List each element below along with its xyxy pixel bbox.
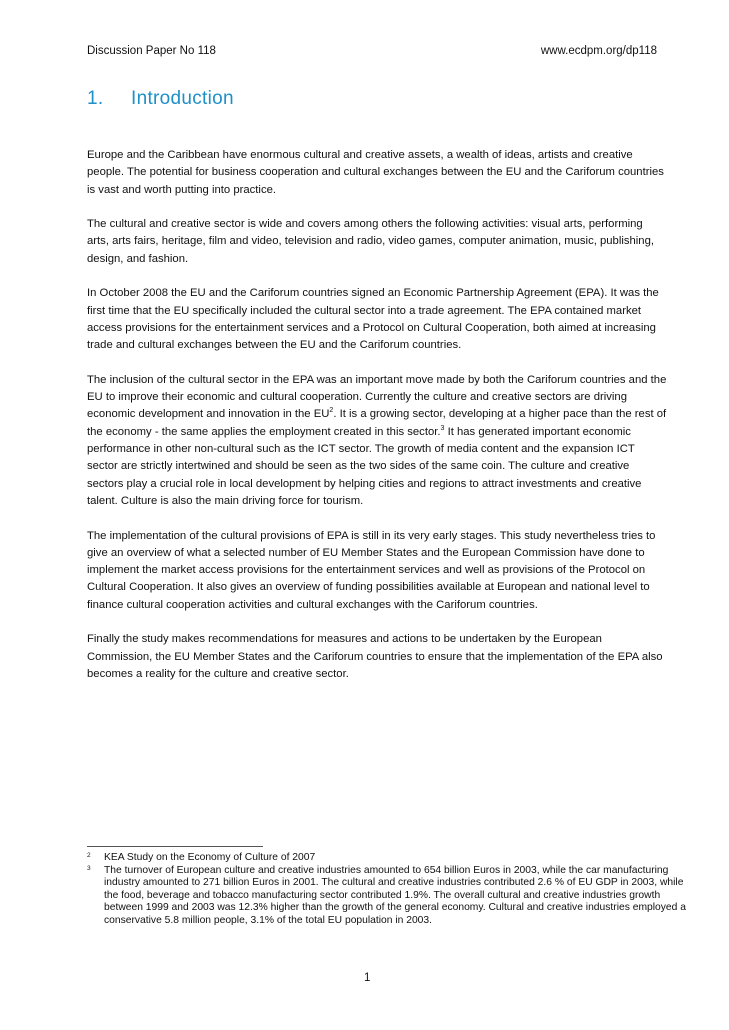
paper-url[interactable]: www.ecdpm.org/dp118	[540, 45, 657, 57]
section-heading	[87, 88, 234, 110]
section-title: Introduction	[131, 88, 234, 109]
footnotes	[87, 852, 687, 928]
footnote-text: KEA Study on the Economy of Culture of 2007	[104, 852, 316, 863]
page-number: 1	[364, 972, 371, 984]
footnote-2	[87, 852, 687, 865]
paragraph-4	[87, 372, 667, 510]
body-text	[87, 147, 667, 701]
footnote-ref-3[interactable]: 3	[440, 424, 445, 432]
footnote-mark: 3	[87, 864, 91, 872]
section-number: 1.	[87, 88, 104, 109]
paragraph-1: Europe and the Caribbean have enormous cultural and creative assets, a wealth of ideas, artists and creative people. The potential for business cooperation and cultural exchanges between the EU and the Cariforum countries is vast and worth putting into practice.	[87, 149, 664, 196]
footnote-mark: 2	[87, 852, 91, 859]
paragraph-4-part-b: . It is a growing sector, developing at a higher pace than the rest of the economy - the same applies the employment created in this sector.	[87, 408, 667, 438]
paragraph-4-part-a: The inclusion of the cultural sector in the EPA was an important move made by both the Cariforum countries and the EU to improve their economic and cultural cooperation. Currently the culture and creative sectors are driving economic development and innovation in the EU	[87, 373, 667, 421]
paragraph-6: Finally the study makes recommendations for measures and actions to be undertaken by the European Commission, the EU Member States and the Cariforum countries to ensure that the implementation of the EPA also becomes a reality for the culture and creative sector.	[87, 633, 663, 680]
footnote-text: The turnover of European culture and creative industries amounted to 654 billion Euros in 2003, while the car manufacturing industry amounted to 271 billion Euros in 2001. The cultural and creative industries contributed 2.6 % of EU GDP in 2003, while the food, beverage and tobacco manufacturing sector contributed 1.9%. The overall cultural and creative industries growth between 1999 and 2003 was 12.3% higher than the growth of the general economy. Cultural and creative industries employed a conservative 5.8 million people, 3.1% of the total EU population in 2003.	[104, 864, 686, 926]
paper-number: Discussion Paper No 118	[87, 45, 216, 57]
footnote-divider	[87, 846, 263, 847]
paragraph-4-part-c: It has generated important economic performance in other non-cultural such as the ICT sector. The growth of media content and the expansion ICT sector are strictly intertwined and should be seen as the two sides of the same coin. The culture and creative sectors play a crucial role in local development by helping cities and regions to attract investments and creative talent. Culture is also the main driving force for tourism.	[87, 425, 642, 507]
paragraph-3: In October 2008 the EU and the Cariforum countries signed an Economic Partnership Agreement (EPA). It was the first time that the EU specifically included the cultural sector into a trade agreement. The EPA contained market access provisions for the entertainment services and a Protocol on Cultural Cooperation, both aimed at increasing trade and cultural exchanges between the EU and the Cariforum countries.	[87, 287, 659, 352]
paragraph-5: The implementation of the cultural provisions of EPA is still in its very early stages. This study nevertheless tries to give an overview of what a selected number of EU Member States and the European Commission have done to implement the market access provisions for the entertainment services and well as provisions of the Protocol on Cultural Cooperation. It also gives an overview of funding possibilities available at European and national level to finance cultural cooperation activities and cultural exchanges with the Cariforum countries.	[87, 529, 656, 611]
paragraph-2: The cultural and creative sector is wide and covers among others the following activities: visual arts, performing arts, arts fairs, heritage, film and video, television and radio, video games, computer animation, music, publishing, design, and fashion.	[87, 218, 655, 265]
footnote-ref-2[interactable]: 2	[329, 407, 334, 415]
footnote-3	[87, 865, 687, 928]
